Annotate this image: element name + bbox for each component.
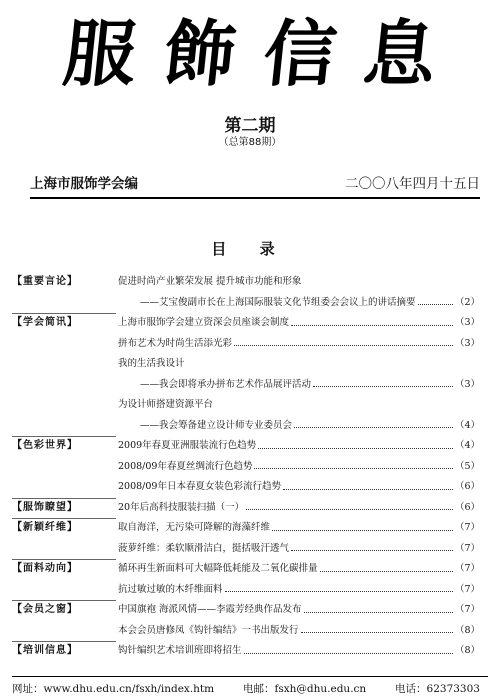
toc-category: 【重要言论】 [12, 276, 78, 287]
masthead-title: 服飾信息 [59, 11, 469, 96]
toc-entry[interactable] [118, 436, 480, 457]
toc-page-number: （2） [454, 296, 480, 308]
toc-entry-title: 抗过敏过敏的木纤维面料 [118, 583, 223, 595]
toc-category: 【服饰瞭望】 [12, 501, 78, 513]
toc-page-number: （8） [454, 624, 480, 636]
toc-row [0, 559, 500, 580]
toc-leader-dots [291, 550, 453, 551]
toc-entry-title: 循环再生新面料可大幅降低耗能及二氧化碳排量 [118, 563, 318, 574]
toc-entry-title: ——我会筹备建立设计师专业委员会 [140, 419, 293, 431]
toc-entry-title: 取自海洋，无污染可降解的海藻纤维 [118, 522, 271, 533]
toc-entry[interactable] [118, 334, 480, 355]
toc-entry-title: 20年后高科技服装扫描（一） [118, 501, 245, 513]
toc-row [0, 354, 500, 375]
toc-entry[interactable] [118, 518, 480, 539]
toc-entry[interactable] [118, 641, 480, 662]
toc-entry-title: 上海市服饰学会建立资深会员座谈会制度 [118, 317, 290, 328]
issue-number: 第二期 [224, 116, 276, 136]
toc-heading: 目 录 [211, 240, 289, 258]
issue-total-number: （总第88期） [218, 137, 282, 148]
toc-entry-title: 本会会员唐修凤《钩针编结》一书出版发行 [118, 624, 299, 636]
toc-leader-dots [418, 304, 453, 305]
masthead [0, 0, 500, 108]
footer-email[interactable]: 电邮：fsxh@dhu.edu.cn [242, 682, 367, 695]
toc-row [0, 457, 500, 478]
toc-leader-dots [272, 530, 453, 531]
toc-row [0, 498, 500, 519]
footer-website[interactable]: 网址：www.dhu.edu.cn/fsxh/index.htm [12, 682, 215, 695]
toc-page-number: （7） [454, 583, 480, 595]
toc-entry[interactable] [118, 457, 480, 478]
toc-entry-title: 促进时尚产业繁荣发展 提升城市功能和形象 [118, 276, 302, 287]
toc-leader-dots [301, 632, 453, 633]
toc-page-number: （7） [454, 604, 480, 615]
toc-leader-dots [294, 427, 453, 428]
toc-category: 【学会简讯】 [12, 317, 78, 328]
toc-entry[interactable] [118, 539, 480, 560]
toc-entry[interactable] [118, 477, 480, 498]
toc-page-number: （6） [454, 481, 480, 492]
toc-row [0, 621, 500, 642]
toc-row [0, 580, 500, 601]
toc-leader-dots [254, 468, 452, 469]
toc-leader-dots [258, 448, 453, 449]
toc-row [0, 272, 500, 293]
toc-leader-dots [225, 591, 453, 592]
toc-leader-dots [234, 345, 453, 346]
toc-leader-dots [313, 386, 453, 387]
toc-entry-title: 2009年春夏亚洲服装流行色趋势 [118, 440, 257, 451]
toc-page-number: （4） [454, 419, 480, 431]
publisher-name: 上海市服饰学会编 [30, 176, 138, 192]
toc-entry-title: 菠萝纤维：柔软顺滑洁白，挺括吸汗透气 [118, 542, 290, 554]
toc-row [0, 375, 500, 396]
toc-row [0, 518, 500, 539]
toc-leader-dots [244, 653, 453, 654]
publication-bar [30, 172, 480, 192]
toc-row [0, 641, 500, 662]
toc-row [0, 313, 500, 334]
toc-entry[interactable] [118, 498, 480, 519]
toc-category: 【会员之窗】 [12, 604, 78, 615]
toc-row [0, 436, 500, 457]
toc-entry[interactable] [118, 559, 480, 580]
footer [12, 678, 480, 698]
toc-entry[interactable] [140, 293, 480, 314]
toc-leader-dots [320, 571, 453, 572]
toc-entry[interactable] [118, 354, 480, 375]
toc-row [0, 293, 500, 314]
toc-row [0, 600, 500, 621]
toc-category: 【新颖纤维】 [12, 522, 78, 533]
toc-entry-title: ——艾宝俊副市长在上海国际服装文化节组委会会议上的讲话摘要 [140, 296, 416, 308]
toc-page-number: （7） [454, 522, 480, 533]
toc-leader-dots [283, 489, 453, 490]
header-rule [30, 197, 480, 199]
toc-entry[interactable] [118, 395, 480, 416]
toc-entry-title: 拼布艺术为时尚生活添光彩 [118, 337, 233, 349]
toc-leader-dots [246, 509, 453, 510]
toc-page-number: （3） [454, 378, 480, 390]
toc-row [0, 477, 500, 498]
toc-category: 【面料动向】 [12, 563, 78, 574]
toc-row [0, 334, 500, 355]
toc-entry-title: 中国旗袍 海派风情——李霞芳经典作品发布 [118, 604, 302, 615]
toc-entry-title: 2008/09年日本春夏女装色彩流行趋势 [118, 481, 281, 492]
toc-entry[interactable] [118, 580, 480, 601]
toc-entry[interactable] [140, 416, 480, 437]
toc-entry[interactable] [118, 272, 480, 293]
toc-row [0, 416, 500, 437]
toc-entry[interactable] [118, 621, 480, 642]
toc-entry[interactable] [140, 375, 480, 396]
publication-date: 二〇〇八年四月十五日 [345, 176, 480, 192]
toc-page-number: （3） [454, 317, 480, 328]
toc-page-number: （3） [454, 337, 480, 349]
toc-entry[interactable] [118, 600, 480, 621]
toc-category: 【色彩世界】 [12, 440, 78, 451]
toc-page-number: （7） [454, 542, 480, 554]
toc-entry-title: 钩针编织艺术培训班即将招生 [118, 645, 242, 656]
footer-phone: 电话：62373303 [395, 682, 480, 695]
toc-page-number: （4） [454, 440, 480, 451]
toc-entry[interactable] [118, 313, 480, 334]
toc-category: 【培训信息】 [12, 645, 78, 656]
toc-entry-title: ——我会即将承办拼布艺术作品展评活动 [140, 378, 312, 390]
toc-row [0, 395, 500, 416]
toc-entry-title: 为设计师搭建资源平台 [118, 399, 214, 410]
toc-page-number: （6） [454, 501, 480, 513]
toc-row [0, 539, 500, 560]
toc-leader-dots [291, 325, 453, 326]
toc-page-number: （5） [454, 460, 480, 472]
issue-info [0, 116, 500, 149]
toc-entry-title: 2008/09年春夏丝绸流行色趋势 [118, 460, 253, 472]
toc-leader-dots [304, 612, 453, 613]
toc-entry-title: 我的生活我设计 [118, 358, 185, 369]
table-of-contents [0, 272, 500, 662]
footer-rule [12, 676, 488, 677]
toc-page-number: （7） [454, 563, 480, 574]
toc-page-number: （8） [454, 645, 480, 656]
